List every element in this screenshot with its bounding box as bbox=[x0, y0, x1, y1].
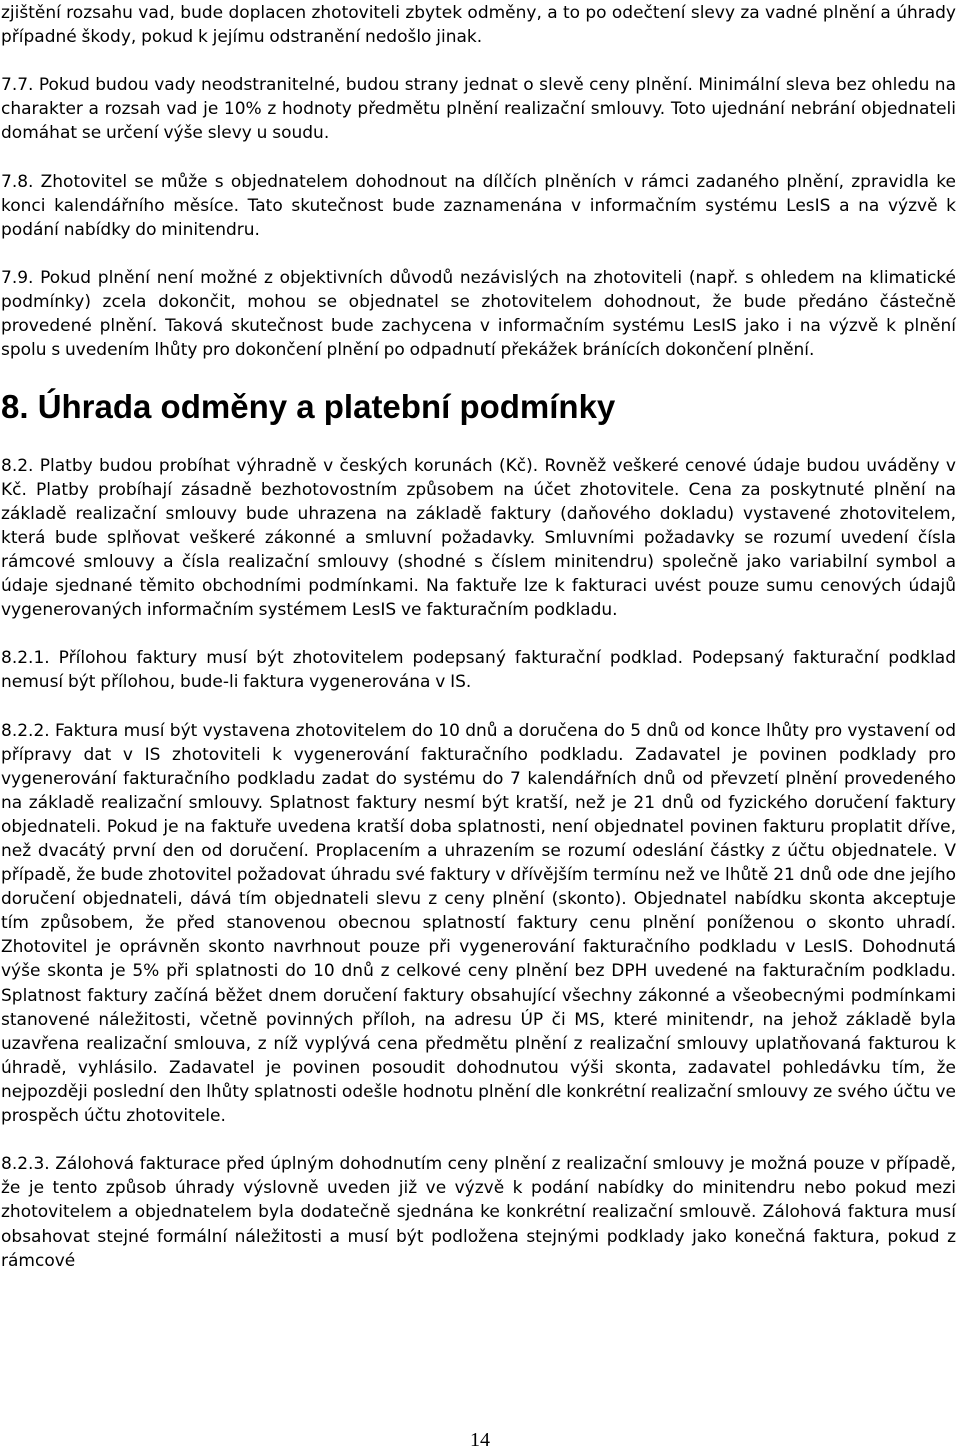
paragraph-7-9: 7.9. Pokud plnění není možné z objektivních důvodů nezávislých na zhotoviteli (např. s ohledem na klimatické podmínky) zcela dokončit, mohou se objednatel se zhotovitelem dohodnout, že bude předáno částečně provedené plnění. Taková skutečnost bude zachycena v informačním systému LesIS jako i na výzvě k plnění spolu s uvedením lhůty pro dokončení plnění po odpadnutí překážek bránících dokončení plnění. bbox=[1, 268, 956, 361]
page-number: 14 bbox=[470, 1429, 490, 1451]
paragraph-7-8: 7.8. Zhotovitel se může s objednatelem dohodnout na dílčích plněních v rámci zadaného plnění, zpravidla ke konci kalendářního měsíce. Tato skutečnost bude zaznamenána v informačním systému LesIS a na výzvě k podání nabídky do minitendru. bbox=[1, 171, 956, 240]
paragraph-8-2: 8.2. Platby budou probíhat výhradně v českých korunách (Kč). Rovněž veškeré cenové údaje budou uváděny v Kč. Platby probíhají zásadně bezhotovostním způsobem na účet zhotovitele. Cena za poskytnuté plnění na základě realizační smlouvy bude uhrazena na základě faktury (daňového dokladu) vystavené zhotovitelem, která bude splňovat veškeré zákonné a smluvní požadavky. Smluvními požadavky se rozumí uvedení čísla rámcové smlouvy a čísla realizační smlouvy (shodné s číslem minitendru) společně jako variabilní symbol a údaje sjednané těmito obchodními podmínkami. Na faktuře lze k fakturaci uvést pouze sumu cenových údajů vygenerovaných informačním systémem LesIS ve fakturačním podkladu. bbox=[1, 455, 956, 621]
paragraph-8-2-2: 8.2.2. Faktura musí být vystavena zhotovitelem do 10 dnů a doručena do 5 dnů od konce lhůty pro vystavení od přípravy dat v IS zhotoviteli k vygenerování fakturačního podkladu. Zadavatel je povinen podklady pro vygenerování fakturačního podkladu zadat do systému do 7 kalendářních dnů od převzetí plnění provedeného na základě realizační smlouvy. Splatnost faktury nesmí být kratší, než je 21 dnů od fyzického doručení faktury objednateli. Pokud je na faktuře uvedena kratší doba splatnosti, není objednatel povinen fakturu proplatit dříve, než dvacátý první den od doručení. Proplacením a uhrazením se rozumí odeslání částky z účtu objednatele. V případě, že bude zhotovitel požadovat úhradu své faktury v dřívějším termínu než ve lhůtě 21 dnů ode dne jejího doručení objednateli, dává tím objednateli slevu z ceny plnění (skonto). Objednatel nabídku skonta akceptuje tím způsobem, že před stanovenou obecnou splatností faktury cenu plnění poníženou o skonto uhradí. Zhotovitel je oprávněn skonto navrhnout pouze při vygenerování fakturačního podkladu v LesIS. Dohodnutá výše skonta je 5% při splatnosti do 10 dnů z celkové ceny plnění bez DPH uvedené na fakturačním podkladu. Splatnost faktury začíná běžet dnem doručení faktury obsahující všechny zákonné a všeobecnými podmínkami stanovené náležitosti, včetně povinných příloh, na adresu ÚP či MS, které minitendr, na jehož základě byla uzavřena realizační smlouva, z níž vyplývá cena předmětu plnění z realizační smlouvy uplatňovaná fakturou k úhradě, vyhlásilo. Zadavatel je povinen posoudit dohodnutou výši skonta, zadavatel pohledávku tím, že nejpozději poslední den lhůty splatnosti odešle hodnotu plnění dle konkrétní realizační smlouvy ze svého účtu ve prospěch účtu zhotovitele. bbox=[1, 720, 956, 1127]
section-heading: 8. Úhrada odměny a platební podmínky bbox=[1, 387, 616, 425]
paragraph-8-2-1: 8.2.1. Přílohou faktury musí být zhotovitelem podepsaný fakturační podklad. Podepsaný fakturační podklad nemusí být přílohou, bude-li faktura vygenerována v IS. bbox=[1, 648, 956, 693]
paragraph-7-6-continuation: zjištění rozsahu vad, bude doplacen zhotoviteli zbytek odměny, a to po odečtení slevy za vadné plnění a úhrady případné škody, pokud k jejímu odstranění nedošlo jinak. bbox=[1, 3, 956, 48]
paragraph-8-2-3: 8.2.3. Zálohová fakturace před úplným dohodnutím ceny plnění z realizační smlouvy je možná pouze v případě, že je tento způsob úhrady výslovně uveden již ve výzvě k podání nabídky do minitendru nebo pokud mezi zhotovitelem a objednatelem byla dodatečně sjednána ke konkrétní realizační smlouvě. Zálohová faktura musí obsahovat stejné formální náležitosti a musí být podložena stejnými podklady jako konečná faktura, pokud z rámcové bbox=[1, 1154, 956, 1271]
paragraph-7-7: 7.7. Pokud budou vady neodstranitelné, budou strany jednat o slevě ceny plnění. Minimální sleva bez ohledu na charakter a rozsah vad je 10% z hodnoty předmětu plnění realizační smlouvy. Toto ujednání nebrání objednateli domáhat se určení výše slevy u soudu. bbox=[1, 75, 956, 144]
